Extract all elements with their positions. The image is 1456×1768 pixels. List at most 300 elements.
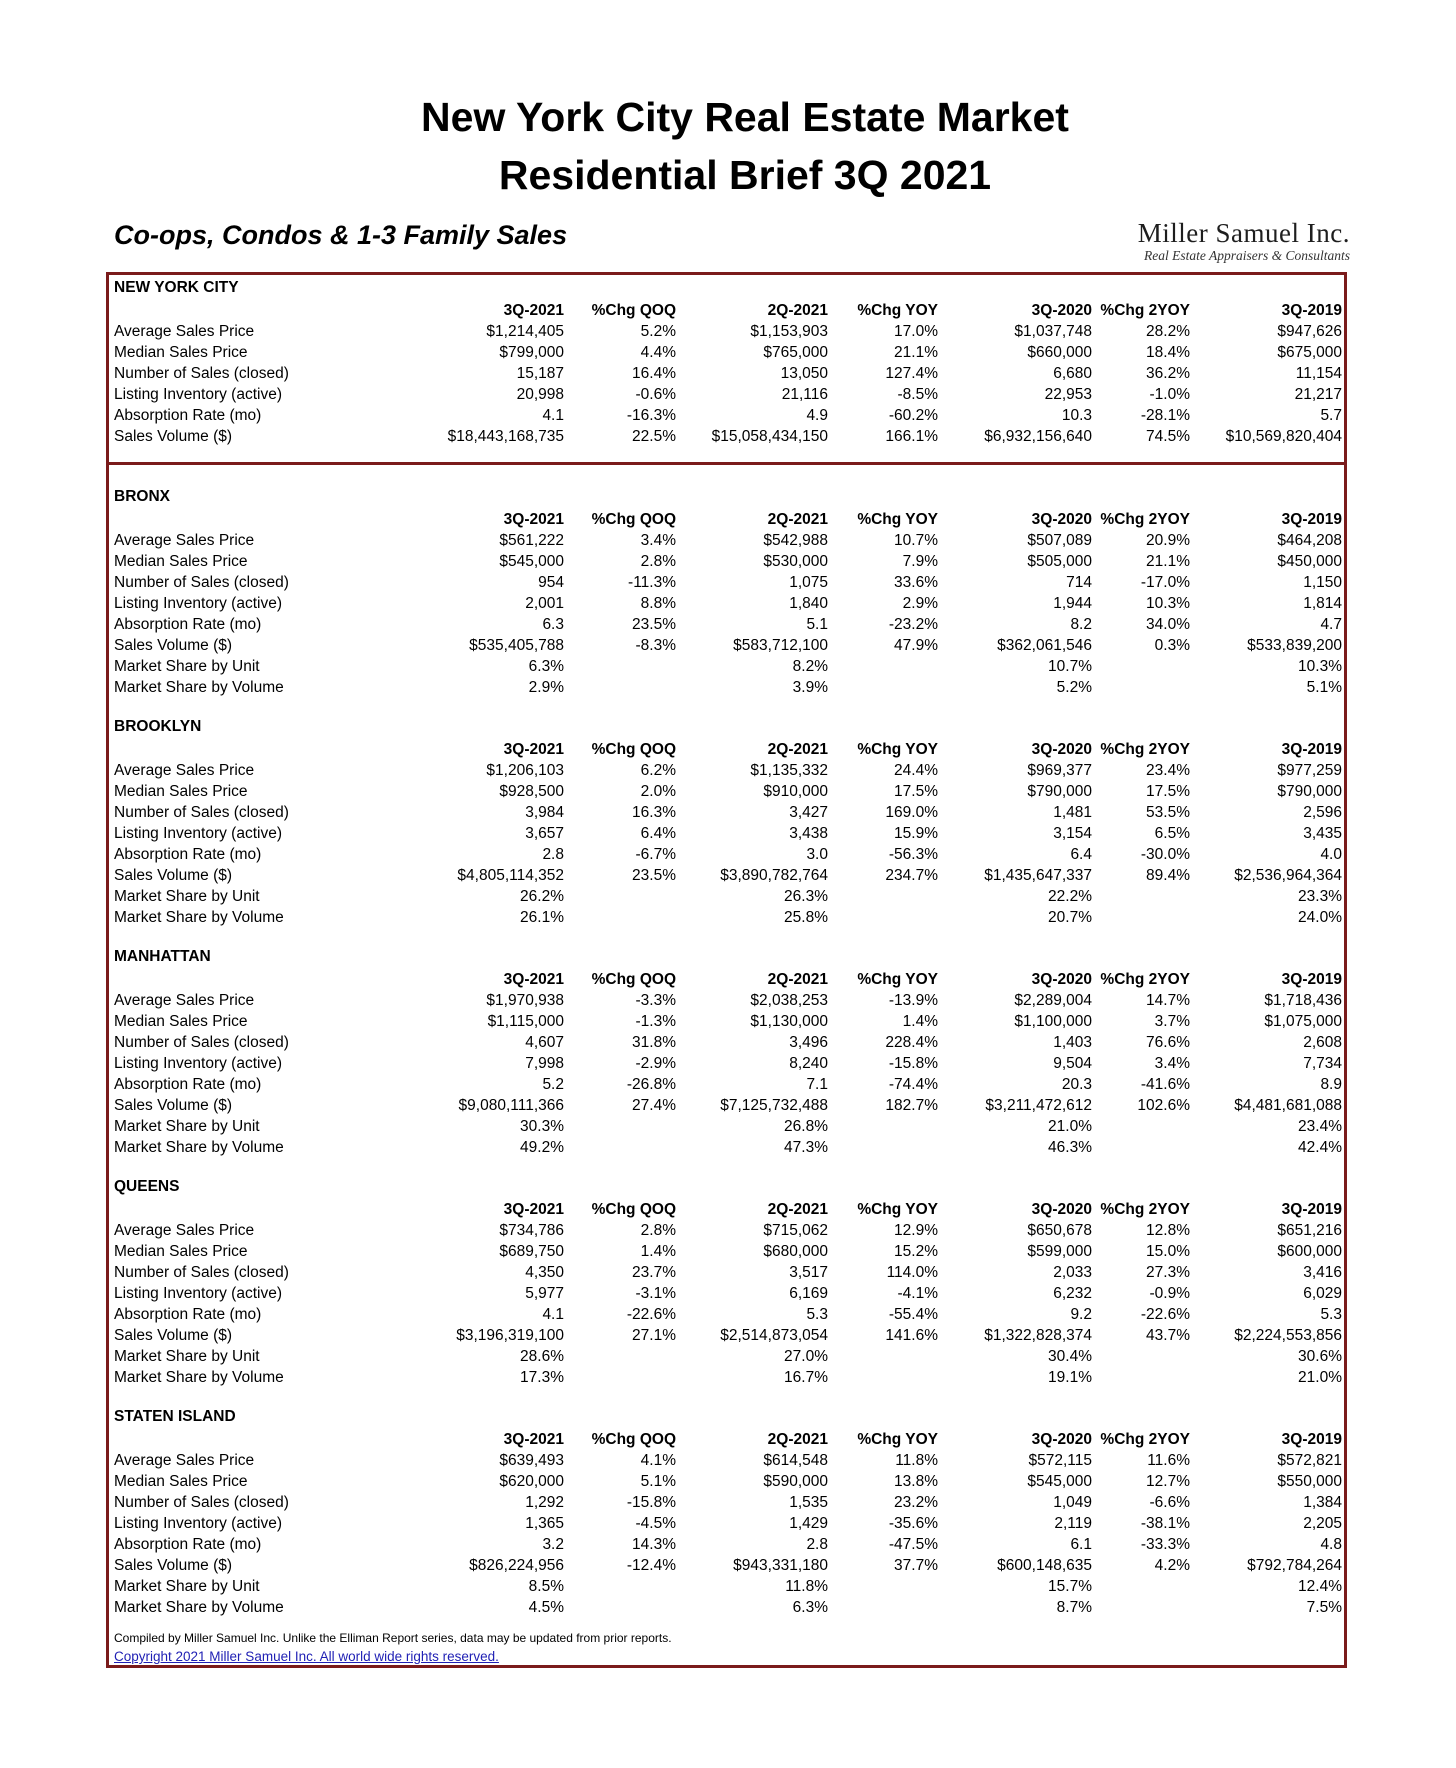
column-header: %Chg 2YOY [1100,302,1190,319]
row-label: Sales Volume ($) [114,428,233,445]
row-label: Median Sales Price [114,783,248,800]
table-cell: -47.5% [888,1536,938,1553]
table-cell: 15.0% [1146,1243,1190,1260]
row-label: Median Sales Price [114,344,248,361]
table-cell: -56.3% [888,846,938,863]
table-cell: 4.2% [1154,1557,1190,1574]
row-label: Median Sales Price [114,553,248,570]
table-cell: 16.3% [632,804,676,821]
column-header: 3Q-2020 [1031,511,1092,528]
table-row [114,637,1342,658]
table-cell: 16.7% [784,1369,828,1386]
row-label: Average Sales Price [114,323,255,340]
column-header: %Chg QOQ [591,971,676,988]
row-label: Number of Sales (closed) [114,1034,289,1051]
table-row [114,1515,1342,1536]
table-cell: 23.4% [1298,1118,1342,1135]
table-cell: $3,890,782,764 [720,867,828,884]
table-cell: -55.4% [888,1306,938,1323]
page-title: New York City Real Estate Market [421,94,1069,140]
table-cell: $545,000 [499,553,564,570]
table-cell: 7.9% [902,553,938,570]
row-label: Sales Volume ($) [114,1327,233,1344]
table-cell: 5.1 [806,616,828,633]
table-cell: 23.3% [1298,888,1342,905]
footer-note: Compiled by Miller Samuel Inc. Unlike the Elliman Report series, data may be updated from prior reports. [114,1631,672,1645]
column-header: 3Q-2021 [503,511,564,528]
table-cell: 7,998 [525,1055,564,1072]
table-cell: $450,000 [1277,553,1342,570]
row-label: Listing Inventory (active) [114,1285,282,1302]
table-row [114,1327,1342,1348]
row-label: Sales Volume ($) [114,1557,233,1574]
table-cell: 11.8% [785,1578,828,1595]
table-row [114,1034,1342,1055]
table-cell: 8.8% [640,595,676,612]
table-cell: 8,240 [789,1055,828,1072]
table-cell: 114.0% [886,1264,938,1281]
table-cell: $505,000 [1027,553,1092,570]
table-cell: 15.2% [894,1243,938,1260]
table-cell: 6.2% [640,762,676,779]
table-cell: 5.3 [806,1306,828,1323]
table-cell: 5.1% [640,1473,676,1490]
table-cell: 26.3% [784,888,828,905]
table-cell: $583,712,100 [733,637,828,654]
table-cell: 4.8 [1320,1536,1342,1553]
table-cell: -12.4% [626,1557,676,1574]
table-cell: -3.1% [635,1285,676,1302]
table-cell: 3.4% [640,532,676,549]
table-cell: $1,322,828,374 [984,1327,1092,1344]
table-cell: 15.9% [894,825,938,842]
table-cell: 23.2% [894,1494,938,1511]
table-cell: $550,000 [1277,1473,1342,1490]
table-cell: 4.7 [1320,616,1342,633]
table-cell: 166.1% [885,428,938,445]
table-cell: 7,734 [1303,1055,1342,1072]
column-header: 2Q-2021 [767,971,828,988]
table-cell: $947,626 [1277,323,1342,340]
table-cell: 20.3 [1061,1076,1092,1093]
table-cell: 8.7% [1056,1599,1092,1616]
row-label: Listing Inventory (active) [114,1515,282,1532]
table-cell: 4.1 [542,407,564,424]
table-row [114,323,1342,344]
column-header: %Chg YOY [857,741,938,758]
table-cell: $7,125,732,488 [720,1097,828,1114]
column-header: 3Q-2021 [503,971,564,988]
table-cell: $650,678 [1027,1222,1092,1239]
table-cell: 42.4% [1298,1139,1342,1156]
table-cell: 8.5% [528,1578,564,1595]
row-label: Market Share by Unit [114,1118,260,1135]
table-cell: 3.7% [1154,1013,1190,1030]
row-label: Listing Inventory (active) [114,386,282,403]
row-label: Sales Volume ($) [114,637,233,654]
table-cell: 6.4% [640,825,676,842]
table-cell: 25.8% [784,909,828,926]
table-cell: 7.5% [1306,1599,1342,1616]
column-header: 2Q-2021 [767,1431,828,1448]
table-cell: $1,970,938 [486,992,564,1009]
column-header-row [114,1431,1342,1452]
table-cell: $765,000 [763,344,828,361]
table-cell: 8.2% [792,658,828,675]
table-cell: 102.6% [1137,1097,1190,1114]
table-row [114,658,1342,679]
table-cell: 19.1% [1048,1369,1092,1386]
table-cell: $660,000 [1027,344,1092,361]
table-cell: 34.0% [1146,616,1190,633]
column-header: 3Q-2020 [1031,1431,1092,1448]
table-cell: 228.4% [885,1034,938,1051]
table-cell: 23.4% [1146,762,1190,779]
table-cell: 21.0% [1048,1118,1092,1135]
table-cell: $464,208 [1277,532,1342,549]
table-cell: 43.7% [1146,1327,1190,1344]
table-cell: 4.4% [640,344,676,361]
table-cell: -1.0% [1149,386,1190,403]
table-cell: 47.3% [784,1139,828,1156]
row-label: Average Sales Price [114,532,255,549]
table-cell: 0.3% [1154,637,1190,654]
table-cell: 7.1 [806,1076,828,1093]
row-label: Market Share by Unit [114,1348,260,1365]
table-row [114,574,1342,595]
table-row [114,783,1342,804]
column-header: %Chg 2YOY [1100,741,1190,758]
row-label: Number of Sales (closed) [114,365,289,382]
row-label: Sales Volume ($) [114,867,233,884]
table-cell: 17.3% [520,1369,564,1386]
table-cell: 2,001 [525,595,564,612]
table-cell: $9,080,111,366 [458,1097,564,1114]
table-row [114,1139,1342,1160]
table-cell: 2,119 [1054,1515,1092,1532]
table-cell: 2.8% [640,553,676,570]
table-cell: 3.2 [542,1536,564,1553]
table-cell: 6.4 [1070,846,1092,863]
row-label: Absorption Rate (mo) [114,616,262,633]
table-row [114,1452,1342,1473]
row-label: Sales Volume ($) [114,1097,233,1114]
section-title: QUEENS [114,1178,180,1195]
table-cell: 2.8 [806,1536,828,1553]
table-cell: $792,784,264 [1247,1557,1342,1574]
column-header: %Chg 2YOY [1100,511,1190,528]
table-cell: $680,000 [763,1243,828,1260]
table-cell: 20.7% [1048,909,1092,926]
table-cell: 4,607 [525,1034,564,1051]
table-cell: 2,596 [1303,804,1342,821]
table-cell: $2,038,253 [750,992,828,1009]
table-cell: $542,988 [763,532,828,549]
table-cell: 22,953 [1044,386,1092,403]
table-cell: 10.7% [1048,658,1092,675]
table-cell: $362,061,546 [997,637,1092,654]
table-cell: 3,496 [789,1034,828,1051]
table-cell: -6.6% [1149,1494,1190,1511]
table-cell: 1,944 [1053,595,1092,612]
table-cell: $1,115,000 [487,1013,564,1030]
column-header-row [114,302,1342,323]
table-cell: $600,148,635 [997,1557,1092,1574]
row-label: Number of Sales (closed) [114,804,289,821]
table-cell: 3.0 [806,846,828,863]
company-logo [1080,218,1350,264]
table-row [114,428,1342,449]
table-cell: 3,984 [525,804,564,821]
column-header: %Chg 2YOY [1100,1431,1190,1448]
table-cell: 127.4% [885,365,938,382]
table-cell: $715,062 [763,1222,828,1239]
table-cell: 4.5% [528,1599,564,1616]
row-label: Number of Sales (closed) [114,1494,289,1511]
table-row [114,595,1342,616]
table-row [114,1557,1342,1578]
table-cell: 5.1% [1306,679,1342,696]
table-row [114,1285,1342,1306]
page-subtitle: Residential Brief 3Q 2021 [498,152,992,198]
column-header: 3Q-2019 [1281,511,1342,528]
table-cell: $675,000 [1277,344,1342,361]
table-cell: -4.1% [897,1285,938,1302]
table-cell: $3,196,319,100 [456,1327,564,1344]
table-row [114,992,1342,1013]
table-cell: 1,150 [1303,574,1342,591]
table-cell: 3,435 [1303,825,1342,842]
row-label: Market Share by Volume [114,1599,284,1616]
table-cell: 2.8% [640,1222,676,1239]
table-cell: 36.2% [1146,365,1190,382]
table-cell: $4,481,681,088 [1234,1097,1342,1114]
table-cell: 3,427 [789,804,828,821]
row-label: Median Sales Price [114,1243,248,1260]
copyright-link[interactable]: Copyright 2021 Miller Samuel Inc. All world wide rights reserved. [114,1649,499,1664]
table-cell: 141.6% [885,1327,938,1344]
table-row [114,1222,1342,1243]
table-cell: 14.3% [632,1536,676,1553]
table-cell: 15.7% [1048,1578,1092,1595]
table-cell: -23.2% [888,616,938,633]
column-header: 2Q-2021 [767,302,828,319]
table-cell: 182.7% [885,1097,938,1114]
table-cell: 28.2% [1146,323,1190,340]
table-cell: $10,569,820,404 [1225,428,1342,445]
table-cell: 27.1% [632,1327,676,1344]
section-title: MANHATTAN [114,948,211,965]
table-cell: $1,135,332 [750,762,828,779]
column-header: 2Q-2021 [767,511,828,528]
table-cell: 6,232 [1053,1285,1092,1302]
table-cell: $2,224,553,856 [1234,1327,1342,1344]
table-cell: 26.2% [520,888,564,905]
table-cell: $535,405,788 [469,637,564,654]
table-cell: $614,548 [763,1452,828,1469]
table-row [114,1118,1342,1139]
table-row [114,1306,1342,1327]
table-cell: 3,517 [789,1264,828,1281]
table-cell: $1,037,748 [1014,323,1092,340]
column-header: 3Q-2019 [1281,741,1342,758]
row-label: Listing Inventory (active) [114,1055,282,1072]
column-header: 3Q-2020 [1031,741,1092,758]
row-label: Absorption Rate (mo) [114,1306,262,1323]
table-cell: 22.2% [1048,888,1092,905]
table-cell: -74.4% [888,1076,938,1093]
row-label: Market Share by Volume [114,1139,284,1156]
table-cell: 1,384 [1303,1494,1342,1511]
table-cell: 13.8% [894,1473,938,1490]
table-cell: $2,514,873,054 [720,1327,828,1344]
row-label: Median Sales Price [114,1013,248,1030]
table-row [114,1578,1342,1599]
column-header: %Chg QOQ [591,741,676,758]
column-header: %Chg YOY [857,971,938,988]
table-cell: $910,000 [763,783,828,800]
row-label: Number of Sales (closed) [114,1264,289,1281]
table-cell: 5.2% [640,323,676,340]
table-cell: $651,216 [1277,1222,1342,1239]
column-header-row [114,741,1342,762]
table-cell: 4.1% [640,1452,676,1469]
row-label: Absorption Rate (mo) [114,407,262,424]
table-cell: -28.1% [1140,407,1190,424]
table-cell: $2,536,964,364 [1234,867,1342,884]
table-cell: 6.3 [542,616,564,633]
section-title: BROOKLYN [114,718,202,735]
table-row [114,909,1342,930]
column-header: 3Q-2019 [1281,1201,1342,1218]
table-cell: $1,206,103 [486,762,564,779]
table-cell: $18,443,168,735 [447,428,564,445]
table-cell: -33.3% [1140,1536,1190,1553]
table-cell: 1,075 [789,574,828,591]
table-cell: 3.9% [792,679,828,696]
table-cell: 3,416 [1303,1264,1342,1281]
table-cell: -6.7% [635,846,676,863]
report-table-frame [106,272,1347,1668]
table-cell: $561,222 [499,532,564,549]
table-cell: 3.4% [1154,1055,1190,1072]
table-cell: 1,840 [789,595,828,612]
table-cell: 10.3% [1146,595,1190,612]
table-cell: 46.3% [1048,1139,1092,1156]
table-cell: 4.0 [1320,846,1342,863]
column-header-row [114,1201,1342,1222]
table-cell: 5.3 [1320,1306,1342,1323]
table-cell: 5.7 [1320,407,1342,424]
table-cell: -2.9% [635,1055,676,1072]
row-label: Market Share by Unit [114,658,260,675]
table-cell: $3,211,472,612 [985,1097,1092,1114]
table-cell: 23.5% [632,867,676,884]
table-row [114,1055,1342,1076]
table-cell: $977,259 [1277,762,1342,779]
table-cell: $1,435,647,337 [984,867,1092,884]
table-cell: 31.8% [632,1034,676,1051]
column-header: %Chg QOQ [591,302,676,319]
table-cell: 12.8% [1146,1222,1190,1239]
table-cell: 17.0% [894,323,938,340]
table-cell: 2,205 [1303,1515,1342,1532]
column-header: %Chg YOY [857,302,938,319]
table-cell: 76.6% [1146,1034,1190,1051]
table-cell: 3,154 [1053,825,1092,842]
row-label: Average Sales Price [114,1222,255,1239]
table-cell: $590,000 [763,1473,828,1490]
table-cell: $790,000 [1277,783,1342,800]
column-header: %Chg QOQ [591,511,676,528]
column-header-row [114,511,1342,532]
table-cell: $507,089 [1027,532,1092,549]
table-cell: 33.6% [894,574,938,591]
column-header: 2Q-2021 [767,741,828,758]
table-cell: $734,786 [499,1222,564,1239]
table-cell: $2,289,004 [1014,992,1092,1009]
table-cell: 26.8% [784,1118,828,1135]
table-cell: 14.7% [1146,992,1190,1009]
table-row [114,1348,1342,1369]
table-cell: 8.9 [1320,1076,1342,1093]
table-cell: 3,657 [525,825,564,842]
table-cell: $1,075,000 [1264,1013,1342,1030]
table-cell: $1,100,000 [1014,1013,1092,1030]
table-cell: 10.3% [1298,658,1342,675]
table-cell: $689,750 [499,1243,564,1260]
table-cell: $545,000 [1027,1473,1092,1490]
section-divider [109,462,1344,465]
column-header: 3Q-2021 [503,302,564,319]
table-cell: 30.6% [1298,1348,1342,1365]
table-cell: 47.9% [894,637,938,654]
table-cell: 1,292 [525,1494,564,1511]
table-cell: -30.0% [1140,846,1190,863]
table-cell: 15,187 [516,365,564,382]
table-cell: 11,154 [1295,365,1342,382]
column-header: 3Q-2021 [503,1201,564,1218]
table-cell: -15.8% [626,1494,676,1511]
table-cell: 4.1 [542,1306,564,1323]
table-cell: 1,403 [1053,1034,1092,1051]
column-header: 3Q-2019 [1281,971,1342,988]
column-header: %Chg YOY [857,511,938,528]
table-cell: $599,000 [1027,1243,1092,1260]
table-cell: $1,153,903 [750,323,828,340]
table-cell: $4,805,114,352 [457,867,564,884]
column-header: %Chg QOQ [591,1201,676,1218]
row-label: Average Sales Price [114,992,255,1009]
table-cell: 1.4% [640,1243,676,1260]
table-cell: -26.8% [626,1076,676,1093]
table-cell: $530,000 [763,553,828,570]
table-cell: $600,000 [1277,1243,1342,1260]
table-cell: -0.9% [1149,1285,1190,1302]
table-cell: 1,429 [789,1515,828,1532]
column-header: %Chg YOY [857,1431,938,1448]
table-cell: 23.7% [632,1264,676,1281]
row-label: Listing Inventory (active) [114,825,282,842]
table-cell: 89.4% [1146,867,1190,884]
table-cell: 37.7% [894,1557,938,1574]
table-cell: 49.2% [520,1139,564,1156]
table-row [114,532,1342,553]
row-label: Listing Inventory (active) [114,595,282,612]
table-cell: -3.3% [635,992,676,1009]
table-cell: -13.9% [888,992,938,1009]
table-cell: 11.8% [895,1452,938,1469]
